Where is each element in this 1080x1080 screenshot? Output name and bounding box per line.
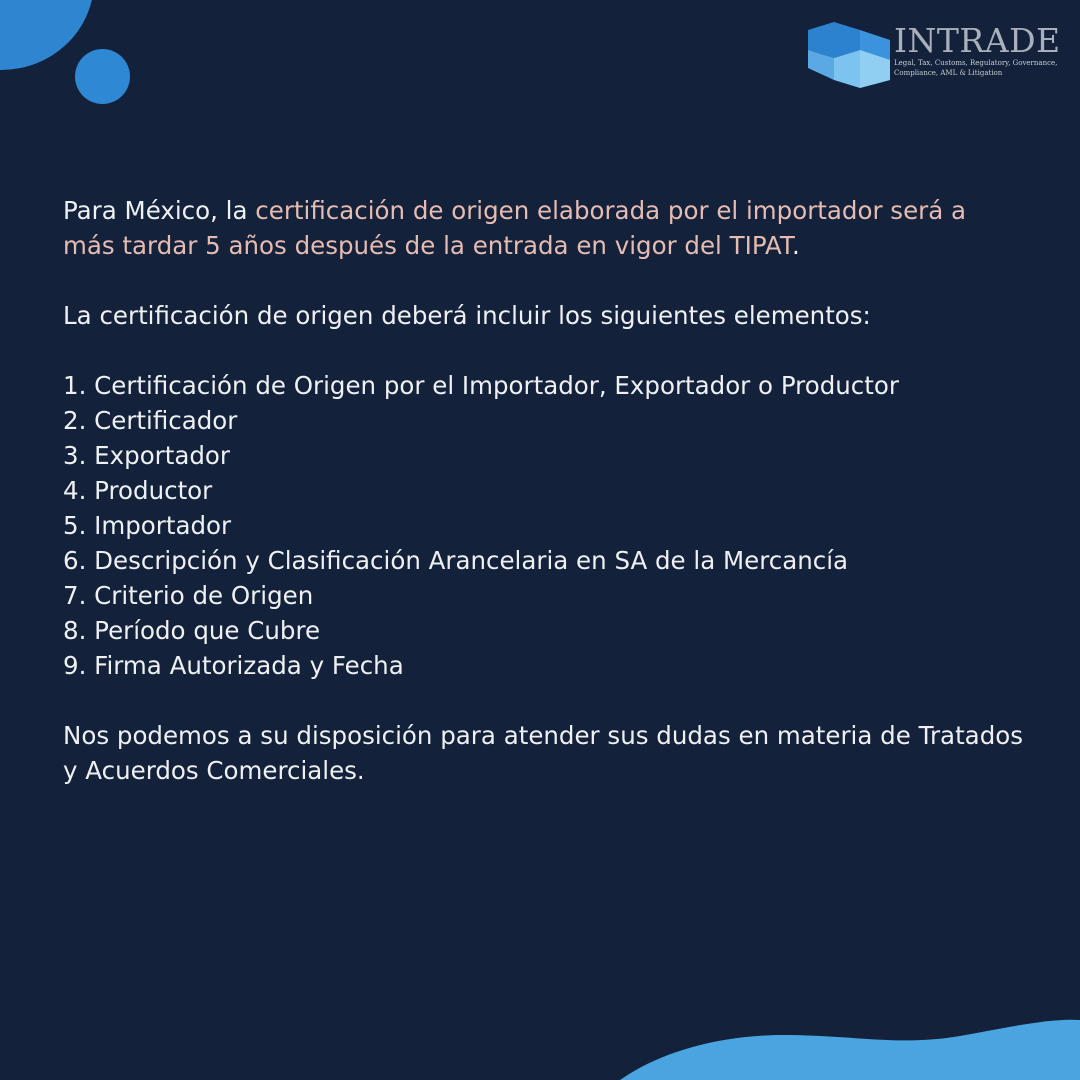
list-item: 1. Certificación de Origen por el Importador, Exportador o Productor [63,371,899,400]
list-item: 7. Criterio de Origen [63,581,314,610]
requirements-intro: La certificación de origen deberá incluir los siguientes elementos: [63,301,871,330]
logo-tagline: Legal, Tax, Customs, Regulatory, Governance, Compliance, AML & Litigation [894,59,1058,77]
intro-paragraph [63,193,1023,263]
list-item: 9. Firma Autorizada y Fecha [63,651,404,680]
logo-name: INTRADE [894,21,1061,60]
elements-list [63,368,1023,683]
list-item: 8. Período que Cubre [63,616,321,645]
closing-paragraph: Nos podemos a su disposición para atender sus dudas en materia de Tratados y Acuerdos Comerciales. [63,721,1023,785]
logo-cube-icon [806,22,892,88]
list-item: 5. Importador [63,511,232,540]
list-item: 3. Exportador [63,441,230,470]
intro-lead: Para México, la [63,196,256,225]
intro-highlight: certificación de origen elaborada por el importador será a más tardar 5 años después de la entrada en vigor del TIPAT [63,196,967,260]
intrade-logo [806,22,1068,88]
list-item: 4. Productor [63,476,213,505]
intro-end: . [791,231,800,260]
list-item: 6. Descripción y Clasificación Arancelaria en SA de la Mercancía [63,546,849,575]
main-content [63,193,1023,788]
list-item: 2. Certificador [63,406,238,435]
